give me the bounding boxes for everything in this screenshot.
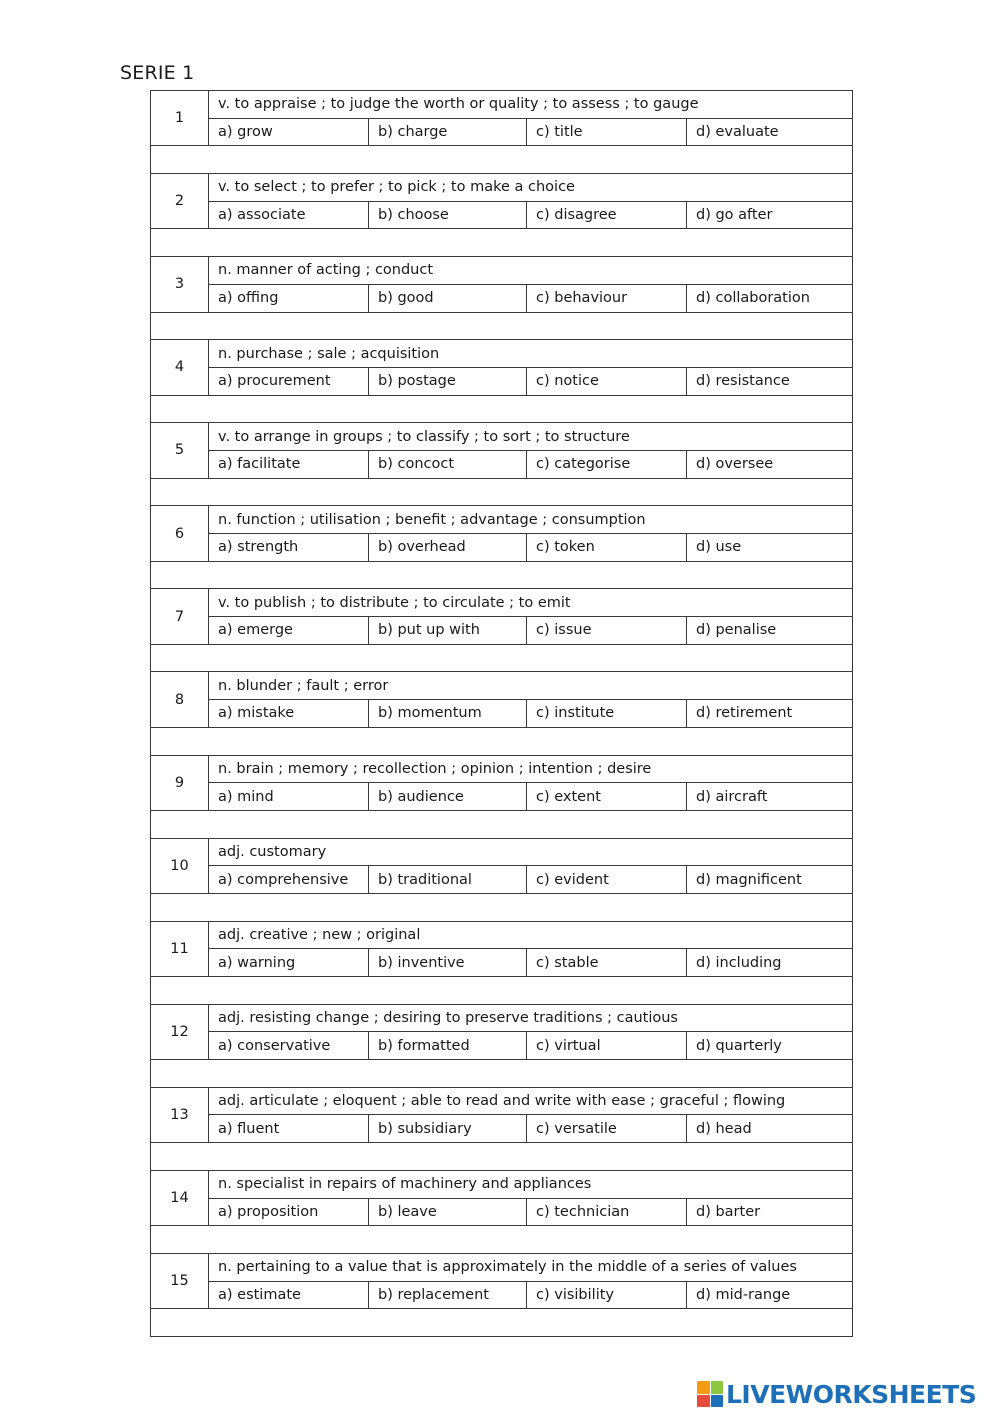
answer-option-a[interactable]: a) estimate [209, 1281, 369, 1309]
question-row [151, 174, 853, 202]
answer-option-d[interactable]: d) magnificent [687, 866, 853, 894]
question-number: 7 [151, 589, 209, 644]
liveworksheets-logo-icon [697, 1381, 723, 1407]
options-row [151, 700, 853, 728]
answer-option-c[interactable]: c) behaviour [527, 284, 687, 312]
options-row [151, 201, 853, 229]
answer-option-a[interactable]: a) facilitate [209, 450, 369, 478]
question-definition: n. function ; utilisation ; benefit ; advantage ; consumption [209, 506, 853, 534]
question-definition: n. brain ; memory ; recollection ; opinion ; intention ; desire [209, 755, 853, 783]
answer-option-d[interactable]: d) head [687, 1115, 853, 1143]
question-number: 10 [151, 838, 209, 893]
options-row [151, 866, 853, 894]
question-row [151, 257, 853, 285]
spacer-cell [151, 1143, 853, 1171]
question-definition: n. pertaining to a value that is approximately in the middle of a series of values [209, 1253, 853, 1281]
answer-option-d[interactable]: d) evaluate [687, 118, 853, 146]
options-row [151, 284, 853, 312]
answer-option-b[interactable]: b) momentum [369, 700, 527, 728]
answer-option-a[interactable]: a) associate [209, 201, 369, 229]
options-row [151, 1198, 853, 1226]
answer-option-a[interactable]: a) mistake [209, 700, 369, 728]
spacer-cell [151, 977, 853, 1005]
question-number: 12 [151, 1004, 209, 1059]
spacer-row [151, 146, 853, 174]
options-row [151, 367, 853, 395]
answer-option-b[interactable]: b) postage [369, 367, 527, 395]
answer-option-c[interactable]: c) token [527, 534, 687, 562]
answer-option-b[interactable]: b) formatted [369, 1032, 527, 1060]
answer-option-d[interactable]: d) resistance [687, 367, 853, 395]
options-row [151, 1281, 853, 1309]
answer-option-a[interactable]: a) comprehensive [209, 866, 369, 894]
options-row [151, 1032, 853, 1060]
question-row [151, 1170, 853, 1198]
answer-option-c[interactable]: c) stable [527, 949, 687, 977]
question-number: 6 [151, 506, 209, 561]
logo-square-green [711, 1381, 724, 1394]
question-row [151, 423, 853, 451]
page-title: SERIE 1 [120, 62, 195, 84]
spacer-cell [151, 395, 853, 423]
question-row [151, 838, 853, 866]
spacer-cell [151, 312, 853, 340]
answer-option-c[interactable]: c) title [527, 118, 687, 146]
answer-option-b[interactable]: b) good [369, 284, 527, 312]
options-row [151, 118, 853, 146]
answer-option-d[interactable]: d) oversee [687, 450, 853, 478]
answer-option-d[interactable]: d) aircraft [687, 783, 853, 811]
question-number: 4 [151, 340, 209, 395]
answer-option-a[interactable]: a) proposition [209, 1198, 369, 1226]
spacer-row [151, 1143, 853, 1171]
quiz-table [150, 90, 853, 1337]
question-row [151, 921, 853, 949]
answer-option-c[interactable]: c) institute [527, 700, 687, 728]
options-row [151, 783, 853, 811]
answer-option-b[interactable]: b) leave [369, 1198, 527, 1226]
logo-square-red [697, 1395, 710, 1408]
options-row [151, 617, 853, 645]
question-row [151, 1004, 853, 1032]
question-definition: adj. customary [209, 838, 853, 866]
answer-option-c[interactable]: c) technician [527, 1198, 687, 1226]
answer-option-d[interactable]: d) barter [687, 1198, 853, 1226]
answer-option-b[interactable]: b) traditional [369, 866, 527, 894]
spacer-cell [151, 561, 853, 589]
answer-option-d[interactable]: d) collaboration [687, 284, 853, 312]
spacer-row [151, 810, 853, 838]
answer-option-a[interactable]: a) emerge [209, 617, 369, 645]
spacer-row [151, 1226, 853, 1254]
answer-option-c[interactable]: c) visibility [527, 1281, 687, 1309]
logo-text: LIVEWORKSHEETS [726, 1379, 977, 1409]
question-row [151, 340, 853, 368]
question-row [151, 672, 853, 700]
answer-option-b[interactable]: b) audience [369, 783, 527, 811]
answer-option-b[interactable]: b) subsidiary [369, 1115, 527, 1143]
spacer-cell [151, 229, 853, 257]
spacer-cell [151, 893, 853, 921]
question-row [151, 506, 853, 534]
spacer-cell [151, 727, 853, 755]
spacer-row [151, 312, 853, 340]
question-definition: v. to select ; to prefer ; to pick ; to make a choice [209, 174, 853, 202]
spacer-row [151, 561, 853, 589]
question-definition: n. purchase ; sale ; acquisition [209, 340, 853, 368]
question-number: 8 [151, 672, 209, 727]
answer-option-c[interactable]: c) notice [527, 367, 687, 395]
spacer-row [151, 1309, 853, 1337]
answer-option-b[interactable]: b) inventive [369, 949, 527, 977]
answer-option-b[interactable]: b) concoct [369, 450, 527, 478]
question-number: 14 [151, 1170, 209, 1225]
answer-option-a[interactable]: a) fluent [209, 1115, 369, 1143]
answer-option-d[interactable]: d) quarterly [687, 1032, 853, 1060]
question-number: 5 [151, 423, 209, 478]
question-definition: adj. articulate ; eloquent ; able to read and write with ease ; graceful ; flowing [209, 1087, 853, 1115]
spacer-cell [151, 1309, 853, 1337]
spacer-cell [151, 1060, 853, 1088]
logo-square-blue [711, 1395, 724, 1408]
answer-option-a[interactable]: a) procurement [209, 367, 369, 395]
answer-option-a[interactable]: a) mind [209, 783, 369, 811]
question-number: 3 [151, 257, 209, 312]
answer-option-b[interactable]: b) replacement [369, 1281, 527, 1309]
liveworksheets-logo [697, 1380, 976, 1408]
question-definition: v. to publish ; to distribute ; to circulate ; to emit [209, 589, 853, 617]
spacer-row [151, 478, 853, 506]
question-row [151, 589, 853, 617]
question-row [151, 755, 853, 783]
question-number: 13 [151, 1087, 209, 1142]
answer-option-a[interactable]: a) conservative [209, 1032, 369, 1060]
answer-option-d[interactable]: d) go after [687, 201, 853, 229]
spacer-row [151, 644, 853, 672]
answer-option-a[interactable]: a) warning [209, 949, 369, 977]
answer-option-c[interactable]: c) virtual [527, 1032, 687, 1060]
question-definition: n. blunder ; fault ; error [209, 672, 853, 700]
spacer-cell [151, 644, 853, 672]
question-number: 1 [151, 91, 209, 146]
answer-option-b[interactable]: b) put up with [369, 617, 527, 645]
question-definition: adj. creative ; new ; original [209, 921, 853, 949]
question-definition: adj. resisting change ; desiring to preserve traditions ; cautious [209, 1004, 853, 1032]
spacer-row [151, 977, 853, 1005]
quiz-body [151, 91, 853, 1337]
question-definition: v. to appraise ; to judge the worth or quality ; to assess ; to gauge [209, 91, 853, 119]
answer-option-a[interactable]: a) grow [209, 118, 369, 146]
answer-option-c[interactable]: c) disagree [527, 201, 687, 229]
question-number: 15 [151, 1253, 209, 1308]
question-number: 2 [151, 174, 209, 229]
answer-option-b[interactable]: b) choose [369, 201, 527, 229]
question-row [151, 91, 853, 119]
question-number: 9 [151, 755, 209, 810]
options-row [151, 534, 853, 562]
question-definition: n. specialist in repairs of machinery and appliances [209, 1170, 853, 1198]
spacer-cell [151, 478, 853, 506]
logo-square-orange [697, 1381, 710, 1394]
answer-option-c[interactable]: c) categorise [527, 450, 687, 478]
question-definition: v. to arrange in groups ; to classify ; to sort ; to structure [209, 423, 853, 451]
answer-option-a[interactable]: a) offing [209, 284, 369, 312]
answer-option-a[interactable]: a) strength [209, 534, 369, 562]
spacer-cell [151, 146, 853, 174]
answer-option-d[interactable]: d) use [687, 534, 853, 562]
spacer-cell [151, 810, 853, 838]
answer-option-c[interactable]: c) versatile [527, 1115, 687, 1143]
spacer-row [151, 229, 853, 257]
answer-option-c[interactable]: c) extent [527, 783, 687, 811]
answer-option-c[interactable]: c) evident [527, 866, 687, 894]
question-row [151, 1253, 853, 1281]
question-definition: n. manner of acting ; conduct [209, 257, 853, 285]
options-row [151, 949, 853, 977]
answer-option-d[interactable]: d) retirement [687, 700, 853, 728]
spacer-row [151, 395, 853, 423]
answer-option-d[interactable]: d) penalise [687, 617, 853, 645]
answer-option-c[interactable]: c) issue [527, 617, 687, 645]
answer-option-d[interactable]: d) mid-range [687, 1281, 853, 1309]
question-row [151, 1087, 853, 1115]
spacer-cell [151, 1226, 853, 1254]
answer-option-b[interactable]: b) charge [369, 118, 527, 146]
spacer-row [151, 727, 853, 755]
options-row [151, 450, 853, 478]
options-row [151, 1115, 853, 1143]
answer-option-d[interactable]: d) including [687, 949, 853, 977]
answer-option-b[interactable]: b) overhead [369, 534, 527, 562]
spacer-row [151, 893, 853, 921]
question-number: 11 [151, 921, 209, 976]
spacer-row [151, 1060, 853, 1088]
